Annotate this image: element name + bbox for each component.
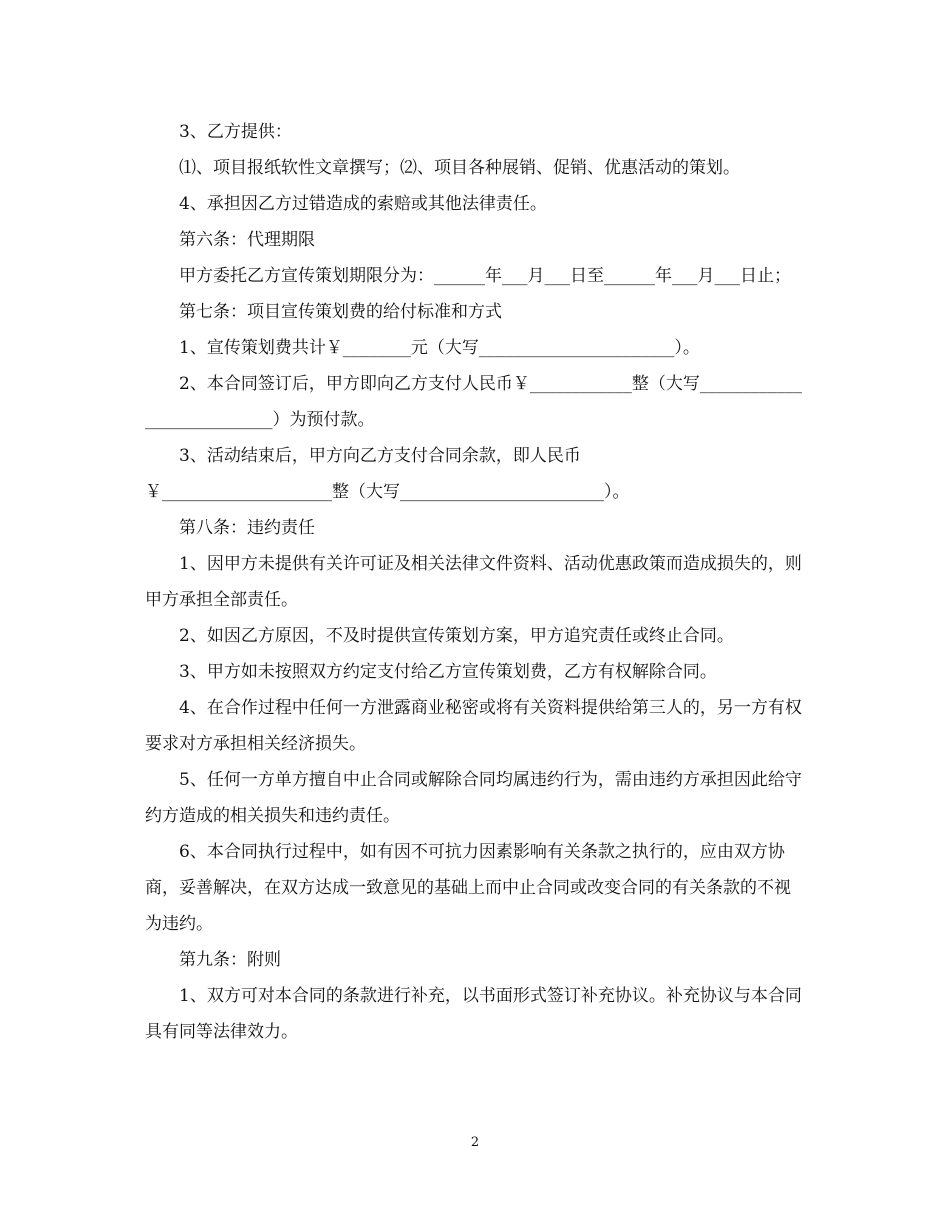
page-number: 2 bbox=[470, 1135, 480, 1150]
article-8-heading: 第八条：违约责任 bbox=[179, 518, 315, 538]
article-7-item-3: 3、活动结束后，甲方向乙方支付合同余款，即人民币 bbox=[179, 446, 581, 466]
article-7-item-1: 1、宣传策划费共计￥________元（大写_______________________）。 bbox=[179, 338, 700, 358]
document-body bbox=[145, 114, 805, 1050]
article-7-item-2: 2、本合同签订后，甲方即向乙方支付人民币￥____________整（大写___________________________）为预付款。 bbox=[145, 374, 802, 430]
article-7-item-3-amount: ￥____________________整（大写________________________）。 bbox=[145, 482, 630, 502]
article-9-item-1: 1、双方可对本合同的条款进行补充，以书面形式签订补充协议。补充协议与本合同具有同等法律效力。 bbox=[145, 986, 802, 1042]
article-8-item-4: 4、在合作过程中任何一方泄露商业秘密或将有关资料提供给第三人的，另一方有权要求对方承担相关经济损失。 bbox=[145, 698, 802, 754]
clause-4-liability: 4、承担因乙方过错造成的索赔或其他法律责任。 bbox=[179, 194, 547, 214]
clause-3-party-b-provides: 3、乙方提供： bbox=[179, 122, 292, 142]
article-6-heading: 第六条：代理期限 bbox=[179, 230, 315, 250]
article-8-item-2: 2、如因乙方原因，不及时提供宣传策划方案，甲方追究责任或终止合同。 bbox=[179, 626, 734, 646]
article-6-term: 甲方委托乙方宣传策划期限分为：______年___月___日至______年___月___日止； bbox=[179, 266, 791, 286]
article-7-heading: 第七条：项目宣传策划费的给付标准和方式 bbox=[179, 302, 502, 322]
article-8-item-1: 1、因甲方未提供有关许可证及相关法律文件资料、活动优惠政策而造成损失的，则甲方承担全部责任。 bbox=[145, 554, 802, 610]
article-8-item-6: 6、本合同执行过程中，如有因不可抗力因素影响有关条款之执行的，应由双方协商，妥善解决，在双方达成一致意见的基础上而中止合同或改变合同的有关条款的不视为违约。 bbox=[145, 842, 791, 934]
article-8-item-5: 5、任何一方单方擅自中止合同或解除合同均属违约行为，需由违约方承担因此给守约方造成的相关损失和违约责任。 bbox=[145, 770, 802, 826]
clause-3-items: ⑴、项目报纸软性文章撰写；⑵、项目各种展销、促销、优惠活动的策划。 bbox=[179, 158, 740, 178]
article-9-heading: 第九条：附则 bbox=[179, 950, 281, 970]
article-8-item-3: 3、甲方如未按照双方约定支付给乙方宣传策划费，乙方有权解除合同。 bbox=[179, 662, 717, 682]
